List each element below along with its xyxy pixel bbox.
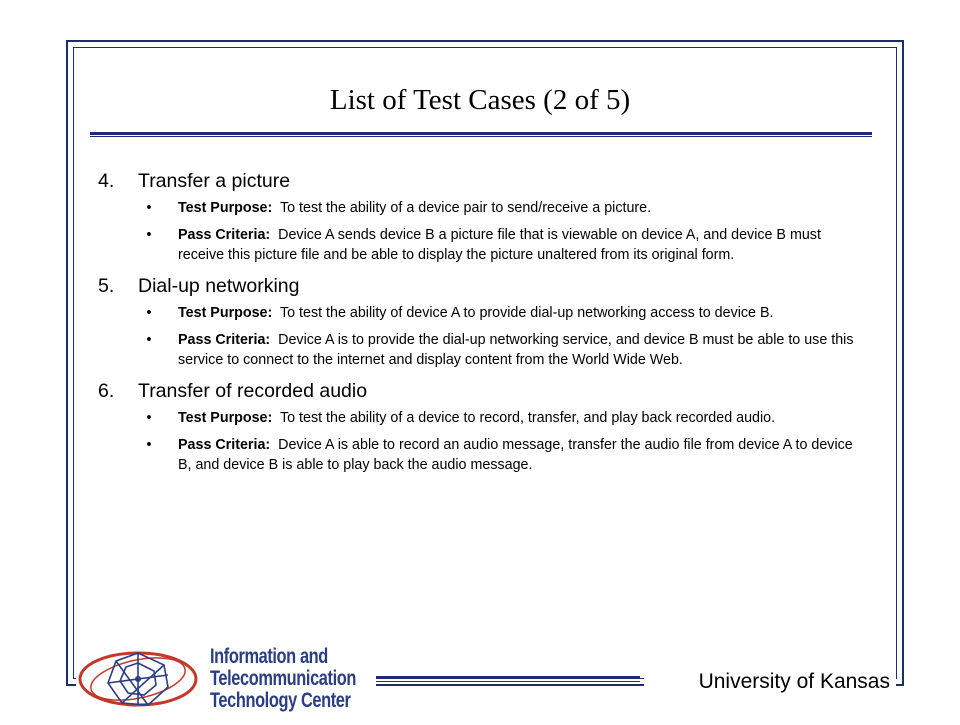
- ittc-logo-wordmark: [210, 646, 356, 712]
- test-case-title: Transfer a picture: [138, 170, 291, 192]
- ittc-logo: [76, 645, 376, 720]
- slide-title: List of Test Cases (2 of 5): [329, 84, 631, 116]
- test-case-heading: [98, 273, 868, 299]
- bullet-label: Test Purpose:: [178, 305, 273, 321]
- bullet-dot: •: [146, 437, 152, 453]
- footer-institution: University of Kansas: [644, 670, 896, 694]
- bullet-label: Pass Criteria:: [178, 332, 271, 348]
- bullet-pass-criteria: [98, 225, 868, 265]
- logo-line-1: Information and: [210, 645, 328, 668]
- test-case-title: Dial-up networking: [138, 275, 300, 297]
- bullet-dot: •: [146, 305, 152, 321]
- bullet-text: To test the ability of a device to record, transfer, and play back recorded audio.: [279, 410, 776, 426]
- test-case-6: [98, 378, 868, 475]
- bullet-text: Device A is able to record an audio message, transfer the audio file from device A to device B, and device B is able to play back the audio message.: [178, 437, 853, 473]
- bullet-test-purpose: [98, 198, 868, 218]
- slide-content: [98, 168, 868, 483]
- ittc-emblem-icon: [76, 645, 208, 720]
- bullet-pass-criteria: [98, 330, 868, 370]
- bullet-label: Pass Criteria:: [178, 227, 271, 243]
- logo-line-2: Telecommunication: [210, 667, 356, 690]
- bullet-text: To test the ability of a device pair to send/receive a picture.: [279, 200, 652, 216]
- bullet-dot: •: [146, 332, 152, 348]
- bullet-label: Pass Criteria:: [178, 437, 271, 453]
- bullet-pass-criteria: [98, 435, 868, 475]
- test-case-bullets: [98, 408, 868, 475]
- bullet-text: To test the ability of device A to provide dial-up networking access to device B.: [279, 305, 774, 321]
- bullet-dot: •: [146, 200, 152, 216]
- bullet-label: Test Purpose:: [178, 410, 273, 426]
- test-case-bullets: [98, 198, 868, 265]
- test-case-number: 6.: [98, 380, 115, 402]
- logo-line-3: Technology Center: [210, 689, 351, 712]
- test-case-title: Transfer of recorded audio: [138, 380, 368, 402]
- bullet-text: Device A sends device B a picture file that is viewable on device A, and device B must receive this picture file and be able to display the picture unaltered from its original form.: [178, 227, 821, 263]
- bullet-dot: •: [146, 410, 152, 426]
- title-rule: [90, 132, 872, 135]
- title-rule-thin: [90, 136, 872, 137]
- bullet-text: Device A is to provide the dial-up networking service, and device B must be able to use this service to connect to the internet and display content from the World Wide Web.: [178, 332, 854, 368]
- test-case-number: 4.: [98, 170, 115, 192]
- test-case-heading: [98, 168, 868, 194]
- footer-rule: [372, 676, 640, 679]
- bullet-dot: •: [146, 227, 152, 243]
- bullet-label: Test Purpose:: [178, 200, 273, 216]
- bullet-test-purpose: [98, 408, 868, 428]
- bullet-test-purpose: [98, 303, 868, 323]
- test-case-number: 5.: [98, 275, 115, 297]
- test-case-heading: [98, 378, 868, 404]
- footer-rule-thin: [372, 681, 640, 682]
- test-case-bullets: [98, 303, 868, 370]
- test-case-4: [98, 168, 868, 265]
- test-case-5: [98, 273, 868, 370]
